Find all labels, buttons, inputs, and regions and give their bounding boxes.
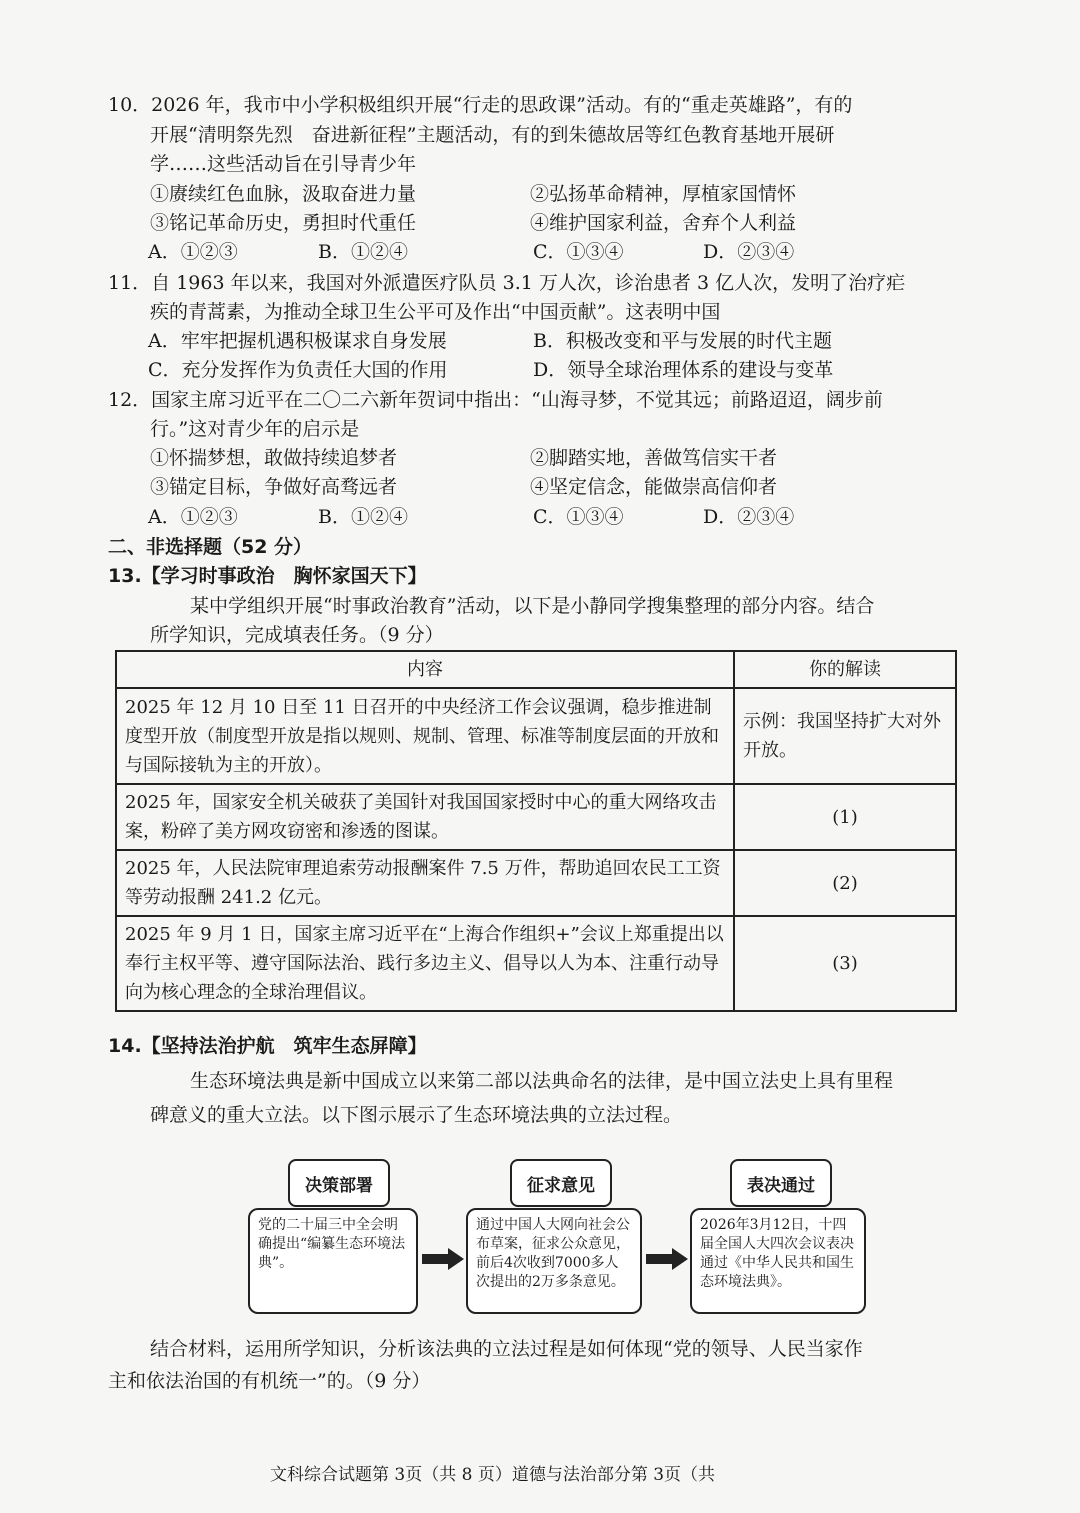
question-12-choice-d[interactable]: D．②③④ bbox=[703, 506, 795, 528]
question-13-title: 13.【学习时事政治 胸怀家国天下】 bbox=[108, 565, 427, 587]
stage-box-1: 党的二十届三中全会明确提出“编纂生态环境法典”。 bbox=[248, 1208, 418, 1314]
question-11-choice-d[interactable]: D．领导全球治理体系的建设与变革 bbox=[533, 359, 834, 381]
question-10-line-2: 开展“清明祭先烈 奋进新征程”主题活动，有的到朱德故居等红色教育基地开展研 bbox=[150, 124, 835, 146]
question-12-item-4: ④坚定信念，能做崇高信仰者 bbox=[530, 476, 778, 498]
question-10-item-3: ③铭记革命历史，勇担时代重任 bbox=[150, 212, 417, 234]
table-row bbox=[116, 850, 956, 916]
question-14-prompt-2: 主和依法治国的有机统一”的。（9 分） bbox=[108, 1370, 431, 1392]
question-11-choice-c[interactable]: C．充分发挥作为负责任大国的作用 bbox=[148, 359, 448, 381]
question-11-line-2: 疾的青蒿素，为推动全球卫生公平可及作出“中国贡献”。这表明中国 bbox=[150, 301, 721, 323]
question-12-line-1: 12．国家主席习近平在二〇二六新年贺词中指出：“山海寻梦，不觉其远；前路迢迢，阔步前 bbox=[108, 389, 883, 411]
page-footer: 文科综合试题第 3页（共 8 页）道德与法治部分第 3页（共 bbox=[270, 1465, 716, 1485]
answer-blank-1[interactable]: (1) bbox=[734, 784, 956, 850]
stage-label-2: 征求意见 bbox=[510, 1159, 612, 1207]
arrow-right-icon bbox=[420, 1246, 466, 1272]
table-header-row bbox=[116, 651, 956, 688]
question-12-choice-a[interactable]: A．①②③ bbox=[148, 506, 238, 528]
question-10-choice-a[interactable]: A．①②③ bbox=[148, 241, 238, 263]
table-row bbox=[116, 688, 956, 784]
question-10-choice-d[interactable]: D．②③④ bbox=[703, 241, 795, 263]
question-14-title: 14.【坚持法治护航 筑牢生态屏障】 bbox=[108, 1035, 427, 1057]
question-14-intro-2: 碑意义的重大立法。以下图示展示了生态环境法典的立法过程。 bbox=[150, 1104, 683, 1126]
question-10-item-4: ④维护国家利益，舍弃个人利益 bbox=[530, 212, 797, 234]
arrow-right-icon bbox=[644, 1246, 690, 1272]
table-cell-content: 2025 年 12 月 10 日至 11 日召开的中央经济工作会议强调，稳步推进制度型开放（制度型开放是指以规则、规制、管理、标准等制度层面的开放和与国际接轨为主的开放）。 bbox=[116, 688, 734, 784]
question-14-prompt-1: 结合材料，运用所学知识，分析该法典的立法过程是如何体现“党的领导、人民当家作 bbox=[150, 1338, 863, 1360]
question-11-choice-b[interactable]: B．积极改变和平与发展的时代主题 bbox=[533, 330, 832, 352]
question-13-intro-1: 某中学组织开展“时事政治教育”活动，以下是小静同学搜集整理的部分内容。结合 bbox=[190, 595, 875, 617]
section-heading: 二、非选择题（52 分） bbox=[108, 536, 313, 558]
question-10-item-2: ②弘扬革命精神，厚植家国情怀 bbox=[530, 183, 797, 205]
question-12-line-2: 行。”这对青少年的启示是 bbox=[150, 418, 360, 440]
question-12-item-1: ①怀揣梦想，敢做持续追梦者 bbox=[150, 447, 398, 469]
table-row bbox=[116, 784, 956, 850]
current-affairs-table bbox=[115, 650, 957, 1012]
stage-box-2: 通过中国人大网向社会公布草案，征求公众意见，前后4次收到7000多人次提出的2万多条意见。 bbox=[466, 1208, 642, 1314]
stage-label-1: 决策部署 bbox=[288, 1159, 390, 1207]
stage-box-3: 2026年3月12日，十四届全国人大四次会议表决通过《中华人民共和国生态环境法典》。 bbox=[690, 1208, 866, 1314]
question-12-item-3: ③锚定目标，争做好高骛远者 bbox=[150, 476, 398, 498]
question-10-line-1: 10．2026 年，我市中小学积极组织开展“行走的思政课”活动。有的“重走英雄路”，有的 bbox=[108, 94, 853, 116]
question-12-choice-c[interactable]: C．①③④ bbox=[533, 506, 624, 528]
table-cell-content: 2025 年 9 月 1 日，国家主席习近平在“上海合作组织+”会议上郑重提出以奉行主权平等、遵守国际法治、践行多边主义、倡导以人为本、注重行动导向为核心理念的全球治理倡议。 bbox=[116, 916, 734, 1011]
question-14-intro-1: 生态环境法典是新中国成立以来第二部以法典命名的法律，是中国立法史上具有里程 bbox=[190, 1070, 894, 1092]
table-cell-answer: 示例：我国坚持扩大对外开放。 bbox=[734, 688, 956, 784]
question-10-item-1: ①赓续红色血脉，汲取奋进力量 bbox=[150, 183, 417, 205]
table-row bbox=[116, 916, 956, 1011]
table-cell-content: 2025 年，国家安全机关破获了美国针对我国国家授时中心的重大网络攻击案，粉碎了美方网攻窃密和渗透的图谋。 bbox=[116, 784, 734, 850]
question-12-item-2: ②脚踏实地，善做笃信实干者 bbox=[530, 447, 778, 469]
question-11-line-1: 11．自 1963 年以来，我国对外派遣医疗队员 3.1 万人次，诊治患者 3 亿人次，发明了治疗疟 bbox=[108, 272, 906, 294]
stage-label-3: 表决通过 bbox=[730, 1159, 832, 1207]
question-10-choice-c[interactable]: C．①③④ bbox=[533, 241, 624, 263]
question-10-line-3: 学……这些活动旨在引导青少年 bbox=[150, 153, 417, 175]
header-content: 内容 bbox=[116, 651, 734, 688]
answer-blank-2[interactable]: (2) bbox=[734, 850, 956, 916]
question-11-choice-a[interactable]: A．牢牢把握机遇积极谋求自身发展 bbox=[148, 330, 447, 352]
answer-blank-3[interactable]: (3) bbox=[734, 916, 956, 1011]
question-13-intro-2: 所学知识，完成填表任务。（9 分） bbox=[150, 624, 444, 646]
question-10-choice-b[interactable]: B．①②④ bbox=[318, 241, 408, 263]
header-interpretation: 你的解读 bbox=[734, 651, 956, 688]
table-cell-content: 2025 年，人民法院审理追索劳动报酬案件 7.5 万件，帮助追回农民工工资等劳动报酬 241.2 亿元。 bbox=[116, 850, 734, 916]
question-12-choice-b[interactable]: B．①②④ bbox=[318, 506, 408, 528]
